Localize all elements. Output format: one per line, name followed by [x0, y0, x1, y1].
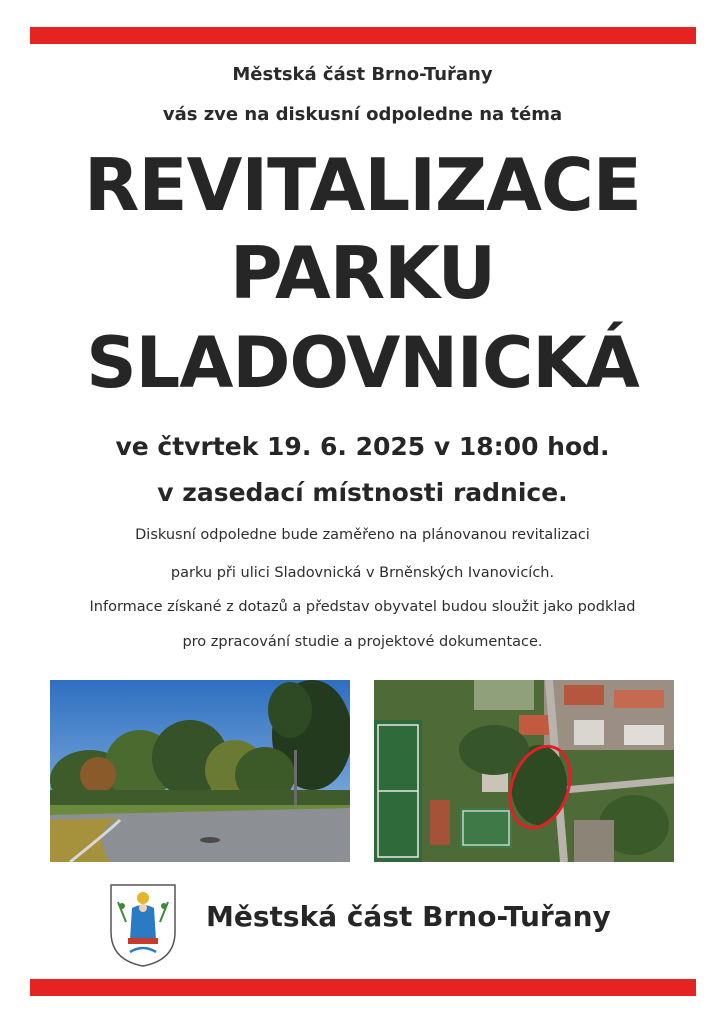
event-datetime: ve čtvrtek 19. 6. 2025 v 18:00 hod.: [115, 432, 610, 461]
title-line-3: SLADOVNICKÁ: [86, 322, 639, 404]
description-line-1: Diskusní odpoledne bude zaměřeno na plánovanou revitalizaci: [135, 527, 590, 543]
aerial-map-photo: [374, 680, 674, 862]
description-line-2: parku při ulici Sladovnická v Brněnských Ivanovicích.: [170, 565, 555, 581]
title-line-2: PARKU: [229, 231, 496, 315]
description-line-4: pro zpracování studie a projektové dokumentace.: [182, 634, 543, 650]
top-red-bar: [30, 27, 696, 44]
event-place: v zasedací místnosti radnice.: [157, 478, 568, 507]
footer-organizer-name: Městská část Brno-Tuřany: [206, 900, 611, 933]
municipal-coat-of-arms-icon: [108, 882, 178, 968]
description-line-3: Informace získané z dotazů a představ obyvatel budou sloužit jako podklad: [89, 599, 636, 615]
invite-line: vás zve na diskusní odpoledne na téma: [162, 104, 563, 125]
bottom-red-bar: [30, 979, 696, 996]
title-line-1: REVITALIZACE: [83, 143, 641, 227]
organizer-line: Městská část Brno-Tuřany: [232, 64, 493, 85]
park-street-photo: [50, 680, 350, 862]
